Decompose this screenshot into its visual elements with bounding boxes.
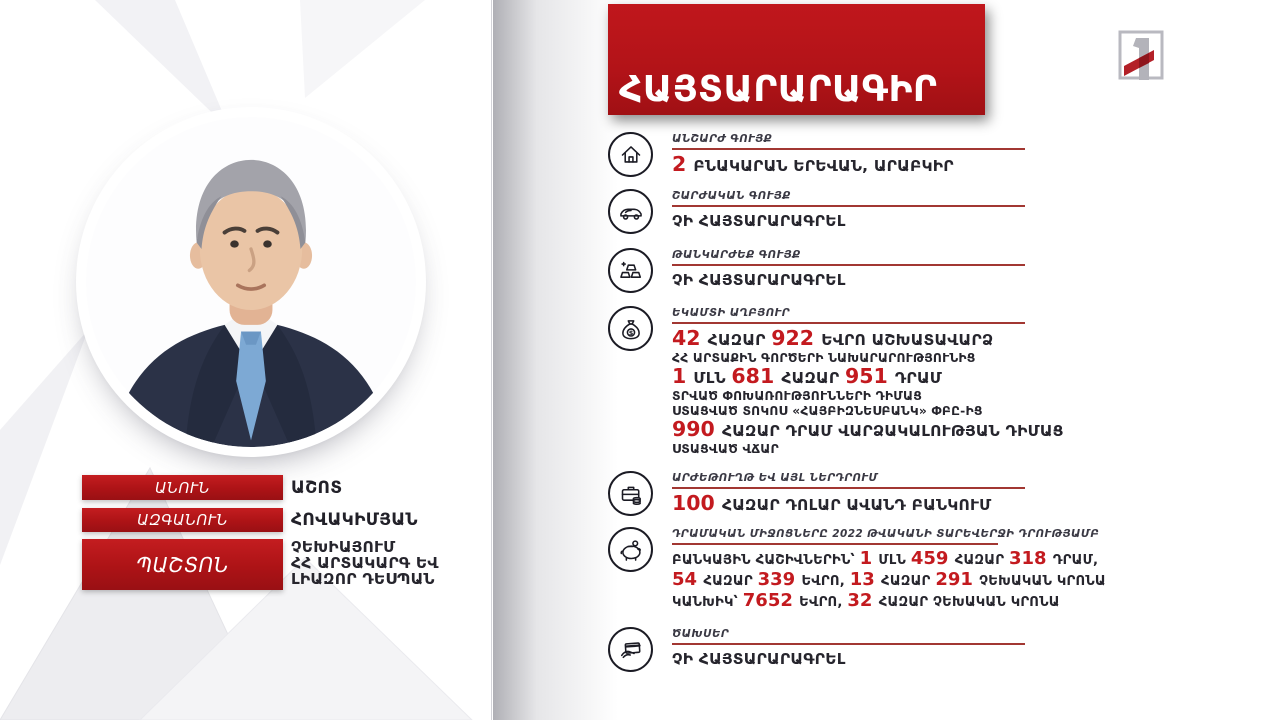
item-value: ԲԱՆԿԱՅԻՆ ՀԱՇԻՎՆԵՐԻՆ՝ 1 ՄԼՆ 459 ՀԱԶԱՐ 318 ԴՐԱՄ, 54 ՀԱԶԱՐ 339 ԵՎՐՈ, 13 ՀԱԶԱՐ 291 ՉԵԽԱԿԱՆ ԿՐՈՆԱ ԿԱՆԽԻԿ՝ 7652 ԵՎՐՈ, 32 ՀԱԶԱՐ ՉԵԽԱԿԱՆ ԿՐՈՆԱ: [672, 548, 1106, 611]
item-label: ԴՐԱՄԱԿԱՆ ՄԻՋՈՑՆԵՐԸ 2022 ԹՎԱԿԱՆԻ ՏԱՐԵՎԵՐՋԻ ԴՐՈՒԹՅԱՄԲ: [672, 528, 1100, 540]
item-body: [672, 470, 1025, 516]
declaration-item-income: [608, 305, 1064, 457]
item-body: [672, 247, 1025, 291]
declaration-item-valuables: [608, 247, 1026, 293]
money-bag-icon: [608, 306, 653, 351]
name-label: ԱՆՈՒՆ: [155, 478, 210, 497]
declaration-item-expenses: [608, 626, 1026, 672]
label-underline: [672, 264, 1025, 266]
label-underline: [672, 643, 1025, 645]
hand-card-icon: [608, 627, 653, 672]
label-underline: [672, 322, 1025, 324]
portrait-illustration: [86, 117, 416, 447]
position-label: ՊԱՇՏՈՆ: [136, 552, 229, 577]
item-label: ԾԱԽՍԵՐ: [672, 628, 730, 640]
item-value: 100 ՀԱԶԱՐ ԴՈԼԱՐ ԱՎԱՆԴ ԲԱՆԿՈՒՄ: [672, 491, 992, 515]
name-value: ԱՇՈՏ: [291, 478, 343, 498]
label-underline: [672, 205, 1025, 207]
item-value: ՉԻ ՀԱՅՏԱՐԱՐԱԳՐԵԼ: [672, 212, 846, 230]
item-body: [672, 626, 1025, 670]
item-label: ՇԱՐԺԱԿԱՆ ԳՈՒՅՔ: [672, 190, 791, 202]
title-banner: [608, 4, 985, 115]
label-underline: [672, 487, 1025, 489]
item-value: 42 ՀԱԶԱՐ 922 ԵՎՐՈ ԱՇԽԱՏԱՎԱՐՁ ՀՀ ԱՐՏԱՔԻՆ ԳՈՐԾԵՐԻ ՆԱԽԱՐԱՐՈՒԹՅՈՒՆԻՑ 1 ՄԼՆ 681 ՀԱԶԱՐ 951 ԴՐԱՄ ՏՐՎԱԾ ՓՈԽԱՌՈՒԹՅՈՒՆՆԵՐԻ ԴԻՄԱՑ ՍՏԱՑՎԱԾ ՏՈԿՈՍ «ՀԱՅԲԻԶՆԵՍԲԱՆԿ» ՓԲԸ-ԻՑ 990 ՀԱԶԱՐ ԴՐԱՄ ՎԱՐՁԱԿԱԼՈՒԹՅԱՆ ԴԻՄԱՑ ՍՏԱՑՎԱԾ ՎՃԱՐ: [672, 326, 1064, 456]
label-underline: [672, 543, 998, 545]
surname-label-bar: [82, 508, 283, 532]
left-panel: [0, 0, 492, 720]
item-body: [672, 526, 1106, 612]
declaration-item-monetary-funds: [608, 526, 1106, 612]
position-value: ՉԵԽԻԱՅՈՒՄ ՀՀ ԱՐՏԱԿԱՐԳ ԵՎ ԼԻԱԶՈՐ ԴԵՍՊԱՆ: [291, 538, 439, 588]
item-body: [672, 188, 1025, 232]
declaration-item-securities: [608, 470, 1026, 516]
position-label-bar: [82, 539, 283, 590]
item-label: ԵԿԱՄՏԻ ԱՂԲՅՈՒՐ: [672, 307, 790, 319]
item-label: ԱՐԺԵԹՈՒՂԹ ԵՎ ԱՅԼ ՆԵՐԴՐՈՒՄ: [672, 472, 879, 484]
person-photo: [86, 117, 416, 447]
item-label: ԹԱՆԿԱՐԺԵՔ ԳՈՒՅՔ: [672, 249, 801, 261]
car-icon: [608, 189, 653, 234]
declaration-item-real-estate: [608, 131, 1026, 177]
surname-label: ԱԶԳԱՆՈՒՆ: [137, 511, 228, 529]
declaration-list: [608, 131, 1106, 672]
item-value: 2 ԲՆԱԿԱՐԱՆ ԵՐԵՎԱՆ, ԱՐԱԲԿԻՐ: [672, 152, 954, 176]
first-channel-1tv-logo: [1116, 28, 1166, 82]
item-value: ՉԻ ՀԱՅՏԱՐԱՐԱԳՐԵԼ: [672, 271, 846, 289]
item-body: [672, 305, 1064, 457]
surname-value: ՀՈՎԱԿԻՄՅԱՆ: [291, 510, 418, 530]
declaration-item-movable-property: [608, 188, 1026, 234]
piggy-bank-icon: [608, 527, 653, 572]
item-value: ՉԻ ՀԱՅՏԱՐԱՐԱԳՐԵԼ: [672, 650, 846, 668]
gold-bars-icon: [608, 248, 653, 293]
item-label: ԱՆՇԱՐԺ ԳՈՒՅՔ: [672, 133, 773, 145]
name-label-bar: [82, 475, 283, 500]
panel-divider-shadow: [493, 0, 618, 720]
house-icon: [608, 132, 653, 177]
item-body: [672, 131, 1025, 177]
svg-text:$: $: [628, 328, 633, 337]
briefcase-coins-icon: [608, 471, 653, 516]
page-title: ՀԱՅՏԱՐԱՐԱԳԻՐ: [619, 69, 938, 110]
label-underline: [672, 148, 1025, 150]
